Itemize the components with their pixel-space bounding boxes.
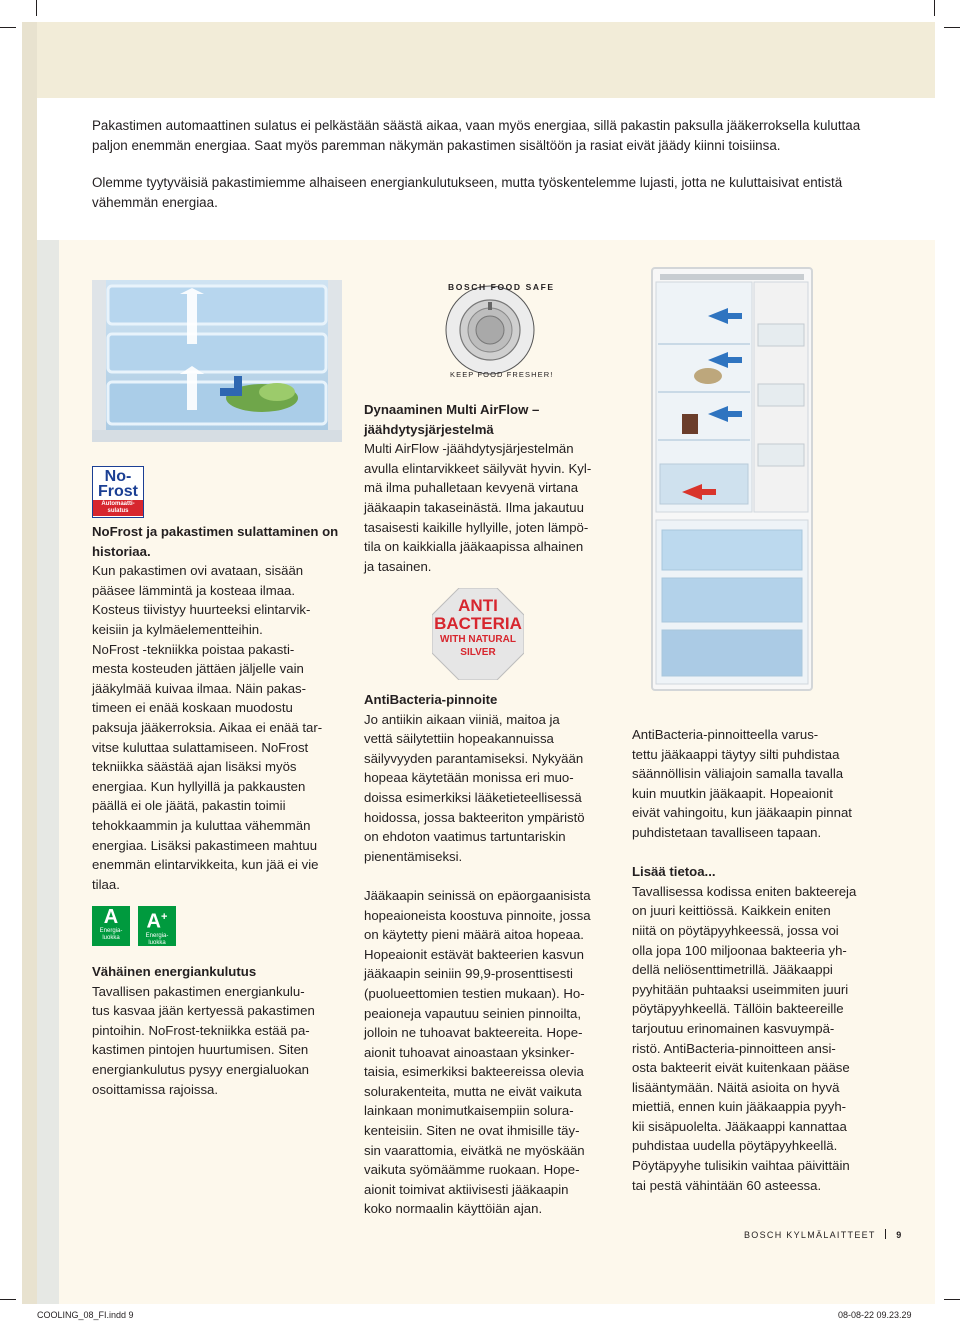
text-line: kastimen pintojen huurtumisen. Siten: [92, 1042, 309, 1058]
nofrost-heading: NoFrost ja pakastimen sulattaminen on historiaa.: [92, 524, 339, 559]
airflow-heading-1: Dynaaminen Multi AirFlow –: [364, 402, 540, 417]
text-line: vitse kuluttaa sulattamiseen. NoFrost: [92, 739, 309, 755]
text-line: Tavallisen pakastimen energiankulu-: [92, 983, 305, 999]
text-line: taisia, esimerkiksi bakteereissa olevia: [364, 1064, 584, 1080]
text-line: hopeaa käytetään monissa eri muo-: [364, 770, 574, 786]
antibacteria-section: [364, 690, 626, 1219]
text-line: jääkaapin takaseinästä. Ilma jakautuu: [364, 499, 584, 515]
text-line: koko normaalin käyttöiän ajan.: [364, 1201, 543, 1217]
text-line: niitä on pöytäpyyhkeessä, jossa voi: [632, 922, 839, 938]
text-line: peaioneja vapautuu seinien pinnoilta,: [364, 1005, 582, 1021]
text-line: vettä säilytettiin hopeakannuissa: [364, 731, 554, 747]
nofrost-body: [92, 561, 352, 894]
energy-aplus-letter: A: [146, 910, 161, 933]
nofrost-badge-line3: Automaatti-: [101, 501, 135, 507]
text-line: päällä ei ole jäätä, pakastin toimii: [92, 798, 286, 814]
energy-a-label1: Energia-: [99, 928, 123, 934]
text-line: aionit tuhoavat ainoastaan yksinker-: [364, 1044, 575, 1060]
text-line: tus kasvaa jään kertyessä pakastimen: [92, 1003, 315, 1019]
energy-class-a-badge: [92, 906, 130, 946]
intro-paragraph-1: Pakastimen automaattinen sulatus ei pelkästään säästä aikaa, vaan myös energiaa, sillä pakastin paksulla jääkerroksella kuluttaa paljon enemmän energiaa. Saat myös paremman näkymän pakastimen sisältöön ja rasiat eivät jäädy kiinni toisiinsa.: [92, 118, 861, 153]
slug-timestamp: 08-08-22 09.23.29: [838, 1310, 912, 1320]
text-line: pääsee lämmintä ja kosteaa ilmaa.: [92, 582, 296, 598]
text-line: pöytäpyyhkeellä. Tällöin bakteereille: [632, 1001, 844, 1017]
energy-aplus-label1: Energia-: [145, 932, 169, 939]
text-line: pintoihin. NoFrost-tekniikka estää pa-: [92, 1022, 310, 1038]
text-line: on käytetty pieni määrä aitoa hopeaa.: [364, 927, 584, 943]
care-section: [632, 725, 894, 1195]
text-line: eivät vahingoitu, kun jääkaapin pinnat: [632, 805, 852, 821]
text-line: osta bakteerit eivät kuitenkaan pääse: [632, 1060, 850, 1076]
text-line: NoFrost -tekniikka poistaa pakasti-: [92, 641, 295, 657]
text-line: solurakenteita, mutta ne eivät vaikuta: [364, 1083, 582, 1099]
text-line: pienentämiseksi.: [364, 848, 463, 864]
text-line: lainkaan monimutkaisempiin solura-: [364, 1103, 574, 1119]
antibacteria-badge: [432, 588, 524, 680]
text-line: tarjoutuu erinomainen kasvuympä-: [632, 1020, 835, 1036]
text-line: tila on kaikkialla jääkaapissa alhainen: [364, 539, 584, 555]
text-line: enemmän elintarvikkeita, kun jää ei vie: [92, 857, 319, 873]
text-line: pyyhitään puhtaaksi useimmiten juuri: [632, 981, 849, 997]
crop-mark: [36, 0, 37, 16]
energy-section: [92, 962, 352, 1099]
left-edge-photo: [37, 240, 59, 1304]
top-panel: [37, 22, 935, 98]
text-line: hoidossa, jossa bakteeriton ympäristö: [364, 809, 585, 825]
food-safe-bottom-label: KEEP FOOD FRESHER!: [450, 370, 554, 379]
page-number: 9: [896, 1230, 903, 1240]
text-line: kenteisiin. Siten ne ovat ihmisille täy-: [364, 1123, 580, 1139]
anti-line4: SILVER: [460, 647, 496, 658]
crop-mark: [934, 0, 935, 16]
nofrost-badge: [92, 466, 144, 518]
text-line: hopeaioneista koostuva pinnoite, jossa: [364, 907, 591, 923]
text-line: osoittamissa rajoissa.: [92, 1081, 219, 1097]
text-line: doissa esimerkiksi lääketieteellisessä: [364, 789, 582, 805]
text-line: miettiä, ennen kuin jääkaappia pyyh-: [632, 1099, 847, 1115]
text-line: Kun pakastimen ovi avataan, sisään: [92, 563, 304, 579]
nofrost-section: [92, 522, 352, 894]
text-line: keisiin ja kylmäelementteihin.: [92, 621, 263, 637]
text-line: jääkaapin seiniin 99,9-prosenttisesti: [364, 966, 573, 982]
energy-a-label2: luokka: [102, 935, 120, 941]
energy-a-letter: A: [103, 906, 119, 928]
text-line: (puolueettomien testien mukaan). Ho-: [364, 985, 585, 1001]
text-line: jolloin ne tuhoavat bakteereita. Hope-: [364, 1025, 583, 1041]
text-line: Jo antiikin aikaan viiniä, maitoa ja: [364, 711, 560, 727]
text-line: lisääntymään. Näitä asioita on hyvä: [632, 1079, 840, 1095]
text-line: puhdistaa uudella pöytäpyyhkeellä.: [632, 1138, 838, 1154]
text-line: energiaa. Lisäksi pakastimeen mahtuu: [92, 837, 318, 853]
text-line: jääkylmää kuivaa ilmaa. Näin pakas-: [92, 680, 307, 696]
crop-mark: [0, 27, 16, 28]
text-line: kii sisäpuolelta. Jääkaappi kannattaa: [632, 1118, 847, 1134]
text-line: säilyvyyden parantamiseksi. Nykyään: [364, 750, 584, 766]
text-line: Tavallisessa kodissa eniten bakteereja: [632, 883, 857, 899]
text-line: tasaisesti kaikille hyllyille, joten lämpö-: [364, 519, 589, 535]
antibacteria-heading: AntiBacteria-pinnoite: [364, 692, 498, 707]
text-line: ja tasainen.: [364, 558, 432, 574]
text-line: on juuri keittiössä. Kaikkein eniten: [632, 903, 831, 919]
anti-line2: BACTERIA: [434, 614, 522, 633]
energy-class-aplus-badge: [138, 906, 176, 946]
text-line: energiankulutus pysyy energialuokan: [92, 1061, 310, 1077]
nofrost-badge-line4: sulatus: [107, 508, 129, 514]
text-line: tai pestä vähintään 60 asteessa.: [632, 1177, 822, 1193]
nofrost-badge-line1: No-: [104, 468, 132, 485]
more-info-heading: Lisää tietoa...: [632, 864, 716, 880]
food-safe-dial: [440, 280, 540, 380]
text-line: vaikuta syömäämme ruokaan. Hope-: [364, 1162, 580, 1178]
text-line: paksuja jääkerroksia. Aikaa ei enää tar-: [92, 719, 323, 735]
text-line: Kosteus tiivistyy huurteeksi elintarvik-: [92, 602, 311, 618]
text-line: tilaa.: [92, 876, 120, 892]
text-line: Jääkaapin seinissä on epäorgaanisista: [364, 887, 591, 903]
text-line: sin vaarattomia, eivätkä ne myöskään: [364, 1142, 585, 1158]
nofrost-badge-line2: Frost: [98, 483, 138, 500]
text-line: säännöllisin väliajoin samalla tavalla: [632, 766, 844, 782]
airflow-section: [364, 400, 626, 576]
text-line: puhdistetaan tavalliseen tapaan.: [632, 824, 822, 840]
crop-mark: [944, 27, 960, 28]
text-line: dellä neliösenttimetrillä. Jääkaappi: [632, 962, 833, 978]
energy-plus-sign: +: [161, 911, 168, 923]
text-line: tettu jääkaappi täytyy silti puhdistaa: [632, 746, 840, 762]
text-line: AntiBacteria-pinnoitteella varus-: [632, 727, 819, 742]
text-line: olla jopa 100 miljoonaa bakteeria yh-: [632, 942, 847, 958]
footer-brand: BOSCH KYLMÄLAITTEET: [744, 1230, 876, 1240]
freezer-drawers-photo: [92, 280, 342, 442]
page-footer: [744, 1229, 903, 1240]
text-line: tehokkaammin ja kuluttaa vähemmän: [92, 817, 311, 833]
anti-line3: WITH NATURAL: [440, 634, 516, 645]
energy-aplus-label2: luokka: [148, 939, 166, 946]
text-line: mesta kosteuden jättäen jäljelle vain: [92, 661, 304, 677]
text-line: on ehdoton vaatimus tartuntariskin: [364, 829, 566, 845]
text-line: energiaa. Kun hyllyillä ja pakkausten: [92, 778, 306, 794]
anti-line1: ANTI: [458, 596, 498, 615]
text-line: ristö. AntiBacteria-pinnoitteen ansi-: [632, 1040, 836, 1056]
footer-divider: [885, 1229, 886, 1239]
crop-mark: [0, 1299, 16, 1300]
text-line: Multi AirFlow -jäähdytysjärjestelmän: [364, 441, 574, 457]
text-line: Pöytäpyyhe tulisikin vaihtaa päivittäin: [632, 1158, 850, 1174]
text-line: tekniikka säästää ajan lisäksi myös: [92, 759, 297, 775]
left-band: [22, 22, 37, 1304]
energy-heading: Vähäinen energiankulutus: [92, 964, 257, 979]
text-line: kuin muutkin jääkaapit. Hopeaionit: [632, 785, 833, 801]
food-safe-top-label: BOSCH FOOD SAFE: [448, 282, 555, 292]
airflow-heading-2: jäähdytysjärjestelmä: [364, 421, 494, 437]
intro-paragraph-2: Olemme tyytyväisiä pakastimiemme alhaiseen energiankulutukseen, mutta työskentelemme lujasti, jotta ne kuluttaisivat entistä vähemmän energiaa.: [92, 175, 843, 210]
text-line: aionit toimivat aktiivisesti jääkaapin: [364, 1181, 569, 1197]
crop-mark: [944, 1299, 960, 1300]
text-line: mä ilma puhalletaan kevyenä virtana: [364, 480, 579, 496]
slug-file: COOLING_08_FI.indd 9: [37, 1310, 134, 1320]
text-line: avulla elintarvikkeet säilyvät hyvin. Kyl-: [364, 460, 592, 476]
fridge-photo: [648, 264, 816, 694]
text-line: timeen ei enää koskaan muodostu: [92, 700, 293, 716]
text-line: Hopeaionit estävät bakteerien kasvun: [364, 946, 584, 962]
